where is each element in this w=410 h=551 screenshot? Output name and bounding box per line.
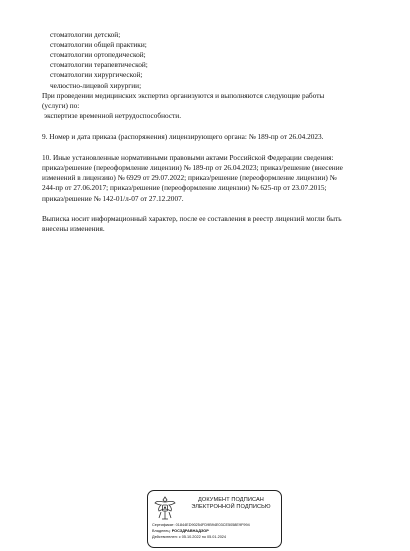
list-item: стоматологии детской; — [50, 30, 121, 39]
stamp-title: ДОКУМЕНТ ПОДПИСАН — [198, 497, 264, 503]
section-10-line: приказ/решение № 142-01/л-07 от 27.12.2007. — [42, 194, 184, 203]
expertise-intro: При проведении медицинских экспертиз организуются и выполняются следующие работы — [42, 91, 325, 100]
owner-label: Владелец: — [152, 529, 171, 533]
section-10-line: изменений в лицензию) № 6929 от 29.07.2022; приказ/решение (переоформление лицензии) № — [42, 173, 337, 182]
expertise-intro-cont: (услуги) по: — [42, 101, 80, 110]
certificate-value: 01844ED90254FD9B94E03CE5058E9F994 — [175, 523, 250, 527]
owner-value: РОСЗДРАВНАДЗОР — [171, 529, 209, 533]
validity-line: Действителен: с 05.10.2022 по 05.01.2024 — [152, 535, 227, 539]
certificate-line — [152, 523, 250, 528]
section-10-line: 10. Иные установленные нормативными правовыми актами Российской Федерации сведения: — [42, 153, 334, 162]
note-line: Выписка носит информационный характер, после ее составления в реестр лицензий могли быть — [42, 214, 342, 223]
list-item: стоматологии терапевтической; — [50, 60, 148, 69]
expertise-item: экспертизе временной нетрудоспособности. — [44, 111, 182, 120]
section-9: 9. Номер и дата приказа (распоряжения) лицензирующего органа: № 189-пр от 26.04.2023. — [42, 132, 324, 141]
stamp-subtitle: ЭЛЕКТРОННОЙ ПОДПИСЬЮ — [191, 504, 271, 510]
owner-line — [152, 529, 209, 534]
list-item: стоматологии хирургической; — [50, 70, 143, 79]
list-item: стоматологии ортопедической; — [50, 50, 146, 59]
coat-of-arms-icon — [153, 494, 177, 522]
list-item: челюстно-лицевой хирургии; — [50, 81, 142, 90]
certificate-label: Сертификат: — [152, 523, 175, 527]
section-10-line: 244-пр от 27.06.2017; приказ/решение (переоформление лицензии) № 625-пр от 23.07.2015; — [42, 183, 327, 192]
section-10-line: приказ/решение (переоформление лицензии) № 189-пр от 26.04.2023; приказ/решение (внесение — [42, 163, 343, 172]
list-item: стоматологии общей практики; — [50, 40, 147, 49]
electronic-signature-stamp — [147, 490, 282, 548]
note-line: внесены изменения. — [42, 224, 105, 233]
